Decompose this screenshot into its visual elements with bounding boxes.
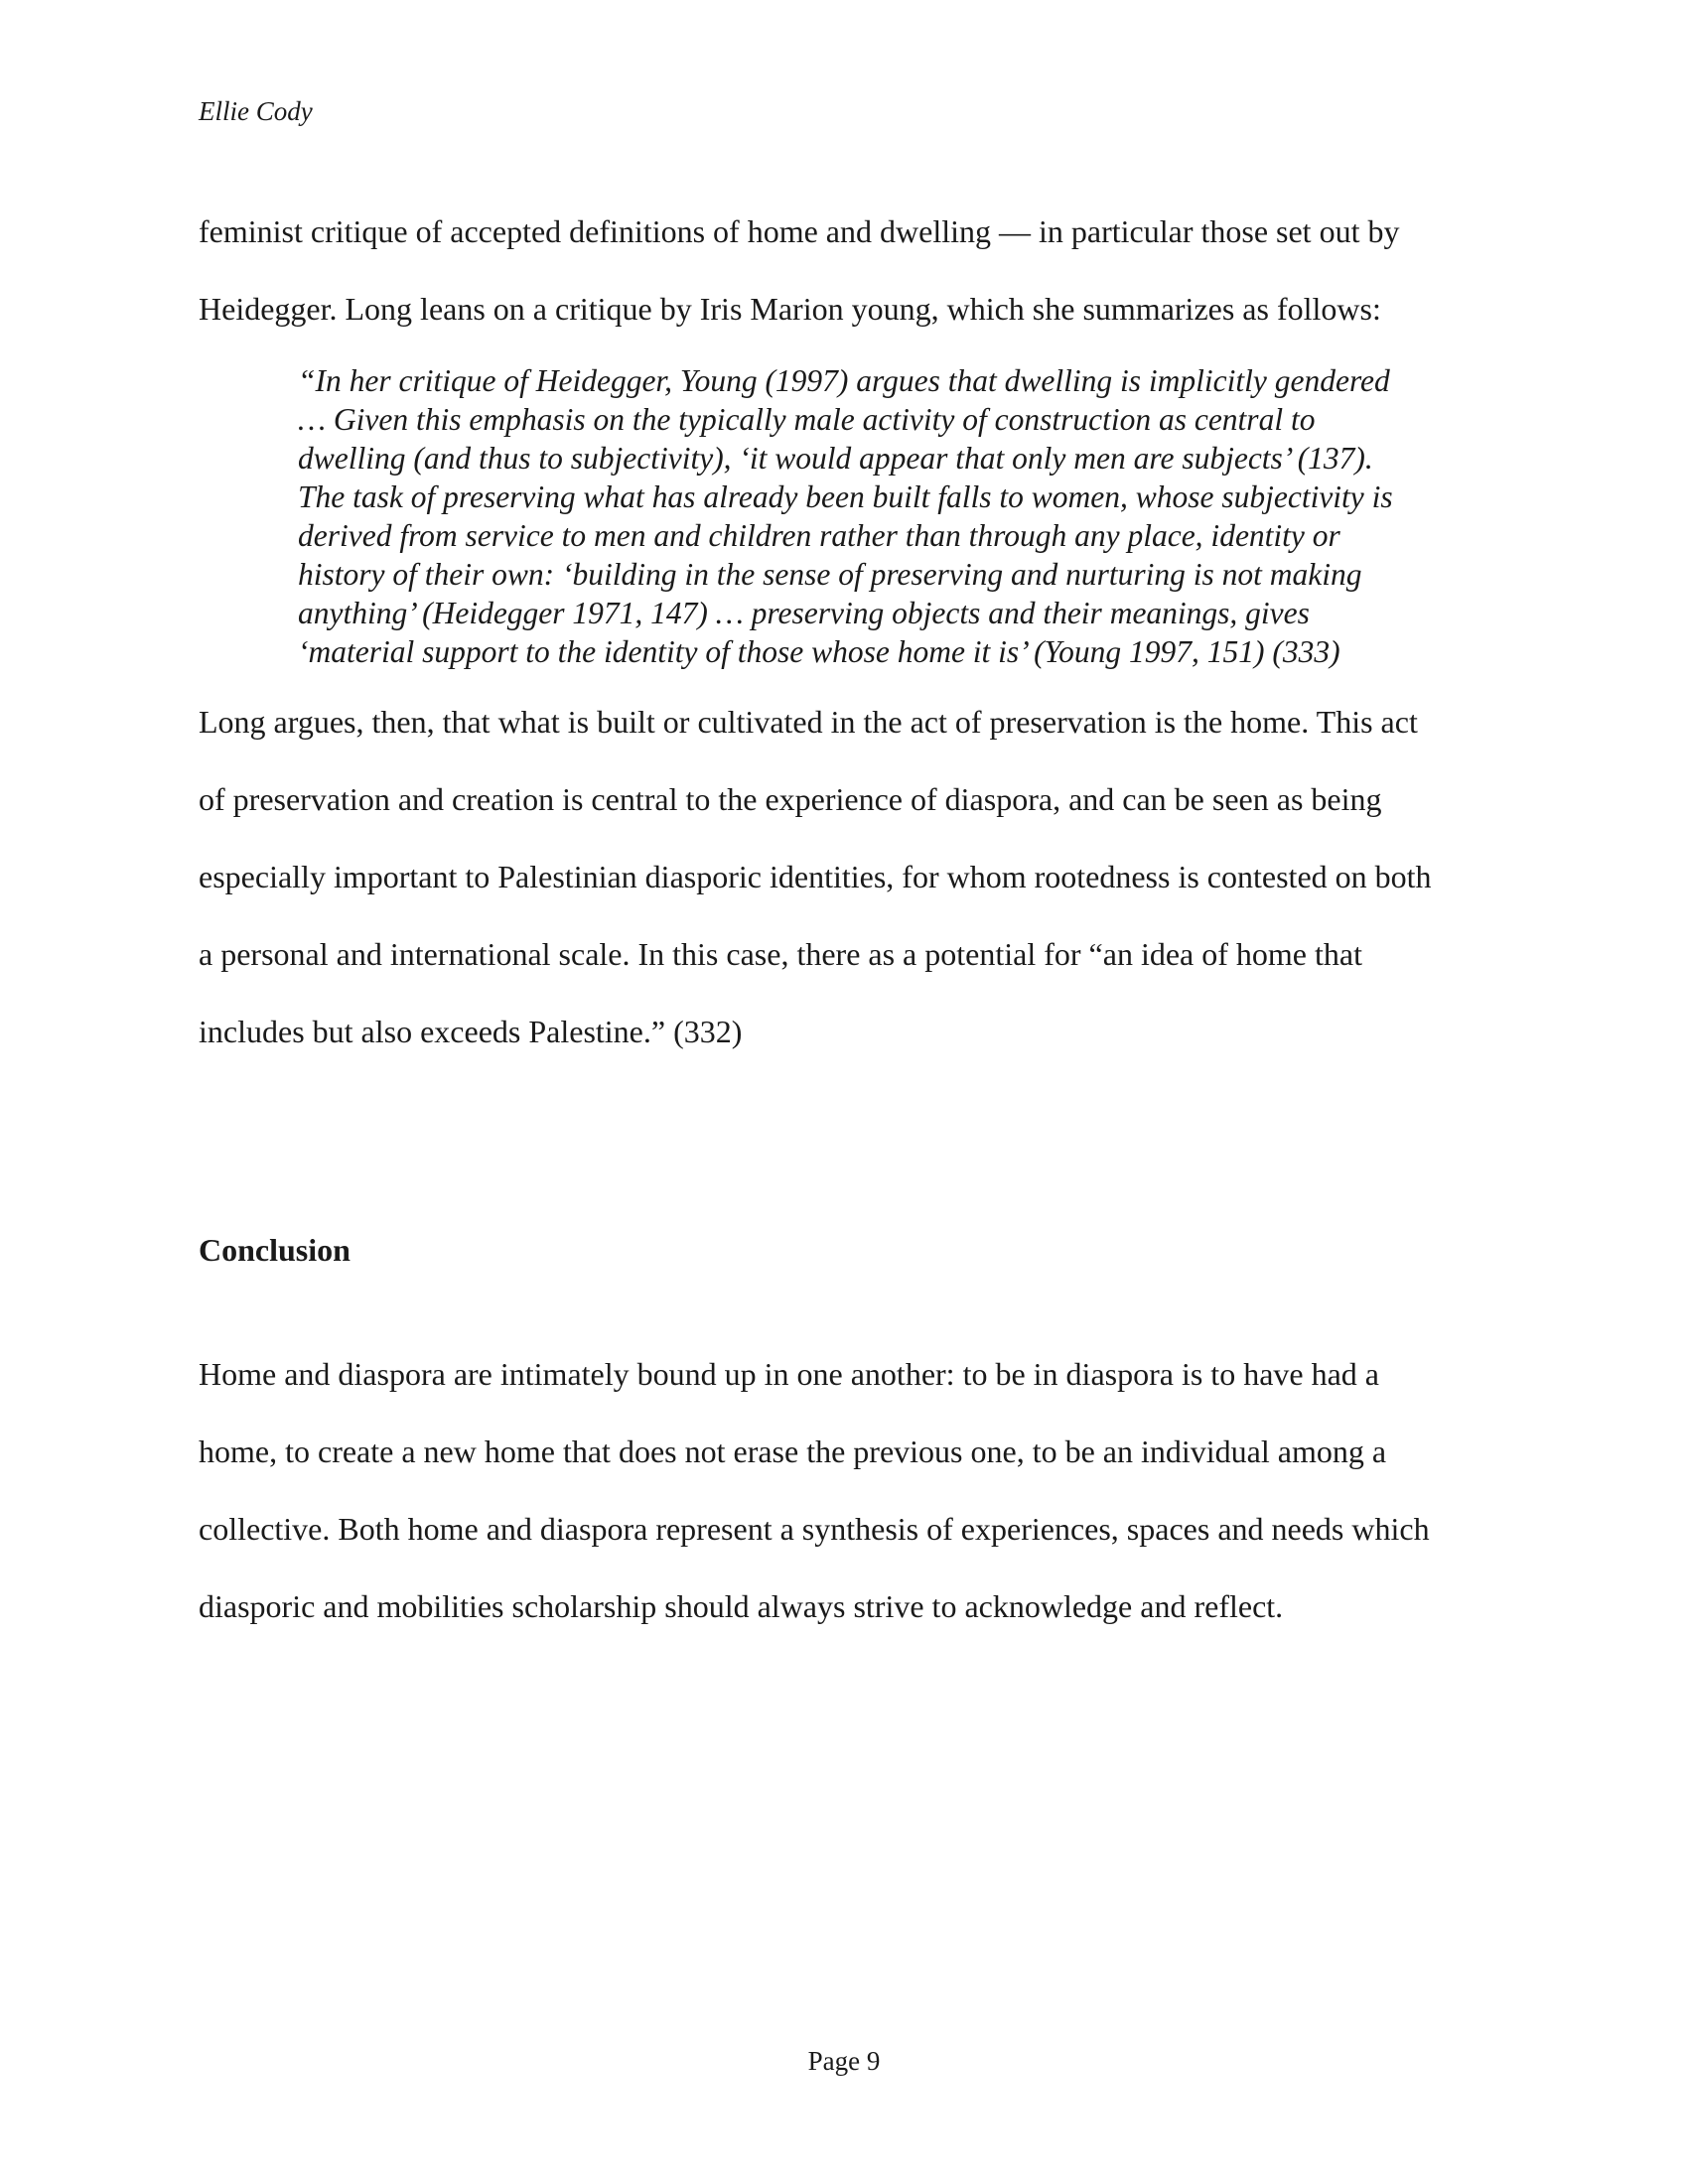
quote-line: derived from service to men and children rather than through any place, identity or [298,518,1340,553]
quote-line: dwelling (and thus to subjectivity), ‘it would appear that only men are subjects’ (137). [298,441,1373,476]
quote-line: “In her critique of Heidegger, Young (1997) argues that dwelling is implicitly gendered [298,363,1390,398]
block-quote [298,361,1509,671]
conclusion-line: diasporic and mobilities scholarship should always strive to acknowledge and reflect. [199,1588,1284,1624]
page-number: Page 9 [807,2046,881,2076]
conclusion-heading: Conclusion [199,1232,351,1268]
argument-line: of preservation and creation is central to the experience of diaspora, and can be seen as being [199,781,1382,817]
quote-line: anything’ (Heidegger 1971, 147) … preserving objects and their meanings, gives [298,596,1310,630]
quote-line: The task of preserving what has already been built falls to women, whose subjectivity is [298,479,1393,514]
intro-line: feminist critique of accepted definitions of home and dwelling — in particular those set out by [199,213,1400,249]
argument-line: a personal and international scale. In this case, there as a potential for “an idea of home that [199,936,1362,972]
conclusion-paragraph [199,1335,1509,1645]
argument-line: includes but also exceeds Palestine.” (332) [199,1014,743,1049]
argument-paragraph [199,683,1509,1070]
argument-line: especially important to Palestinian diasporic identities, for whom rootedness is contested on both [199,859,1432,894]
running-header-author: Ellie Cody [199,96,313,126]
argument-line: Long argues, then, that what is built or cultivated in the act of preservation is the home. This act [199,704,1418,740]
quote-line: ‘material support to the identity of those whose home it is’ (Young 1997, 151) (333) [298,634,1340,669]
quote-line: … Given this emphasis on the typically male activity of construction as central to [298,402,1316,437]
conclusion-line: collective. Both home and diaspora represent a synthesis of experiences, spaces and needs which [199,1511,1430,1547]
intro-paragraph [199,193,1509,347]
conclusion-line: home, to create a new home that does not erase the previous one, to be an individual among a [199,1433,1387,1469]
intro-line: Heidegger. Long leans on a critique by Iris Marion young, which she summarizes as follows: [199,291,1381,327]
conclusion-line: Home and diaspora are intimately bound up in one another: to be in diaspora is to have had a [199,1356,1379,1392]
quote-line: history of their own: ‘building in the sense of preserving and nurturing is not making [298,557,1362,592]
